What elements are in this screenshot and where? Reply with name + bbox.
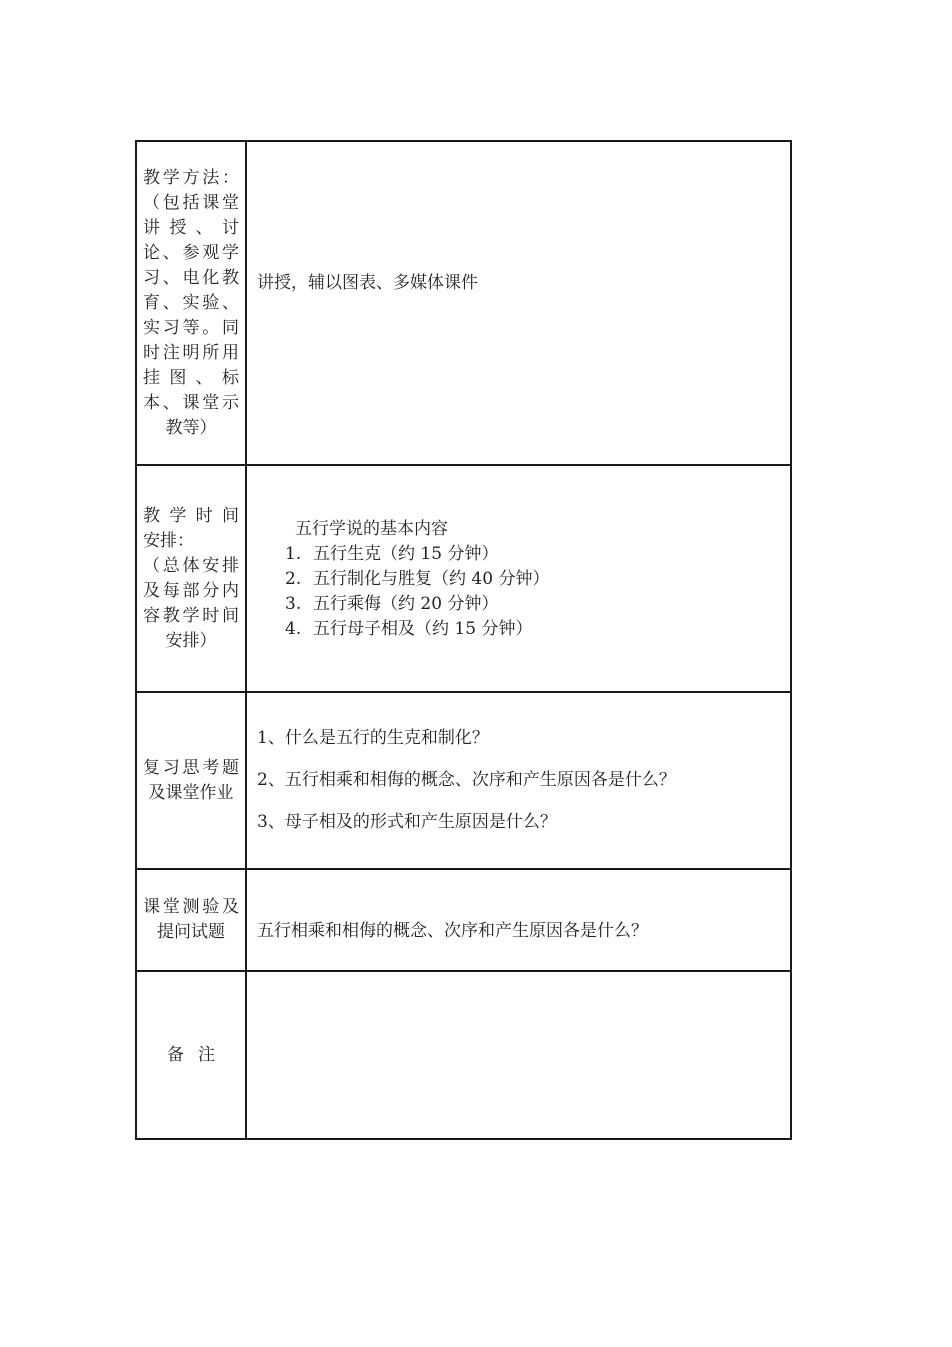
notes-content-cell [246, 971, 791, 1139]
list-item-text: 五行母子相及（约 15 分钟） [313, 619, 533, 639]
teaching-time-title: 五行学说的基本内容 [295, 519, 448, 539]
list-item-number: 3. [285, 594, 302, 614]
quiz-questions-content: 五行相乘和相侮的概念、次序和产生原因各是什么？ [257, 920, 648, 941]
teaching-time-label-line2: 安排： [143, 530, 194, 551]
teaching-method-content-cell [246, 141, 791, 465]
lesson-plan-table [135, 140, 792, 1140]
notes-label: 备注 [167, 1044, 229, 1065]
list-item-number: 1. [285, 544, 302, 564]
teaching-method-label: 教学方法：（包括课堂讲授、讨论、参观学习、电化教育、实验、实习等。同时注明所用挂图、标本、课堂示教等） [143, 167, 239, 438]
review-questions-row [136, 692, 791, 869]
teaching-time-label-cell [136, 465, 246, 692]
teaching-time-row [136, 465, 791, 692]
teaching-time-label-rest: （总体安排及每部分内容教学时间安排） [143, 555, 239, 651]
notes-label-cell [136, 971, 246, 1139]
list-item: 2、五行相乘和相侮的概念、次序和产生原因各是什么？ [257, 769, 676, 790]
list-item-text: 五行制化与胜复（约 40 分钟） [313, 569, 550, 589]
list-item-number: 2. [285, 569, 302, 589]
quiz-questions-row [136, 869, 791, 971]
review-questions-content-cell [246, 692, 791, 869]
list-item [257, 592, 790, 617]
list-item-number: 4. [285, 619, 302, 639]
teaching-method-row [136, 141, 791, 465]
teaching-time-content-cell [246, 465, 791, 692]
teaching-method-label-cell [136, 141, 246, 465]
teaching-time-list [257, 542, 790, 642]
list-item [257, 617, 790, 642]
teaching-method-content: 讲授，辅以图表、多媒体课件 [257, 272, 478, 293]
list-item-text: 五行生克（约 15 分钟） [313, 544, 499, 564]
review-questions-list [247, 710, 790, 835]
review-questions-label-cell [136, 692, 246, 869]
quiz-questions-label-cell [136, 869, 246, 971]
teaching-time-label-line1: 教 学 时 间 [143, 505, 239, 526]
review-questions-label: 复习思考题及课堂作业 [143, 757, 239, 803]
list-item: 3、母子相及的形式和产生原因是什么？ [257, 811, 557, 832]
quiz-questions-content-cell [246, 869, 791, 971]
notes-row [136, 971, 791, 1139]
list-item-text: 五行乘侮（约 20 分钟） [313, 594, 499, 614]
list-item [257, 542, 790, 567]
list-item [257, 567, 790, 592]
list-item: 1、什么是五行的生克和制化？ [257, 727, 489, 748]
quiz-questions-label: 课堂测验及提问试题 [143, 897, 239, 942]
